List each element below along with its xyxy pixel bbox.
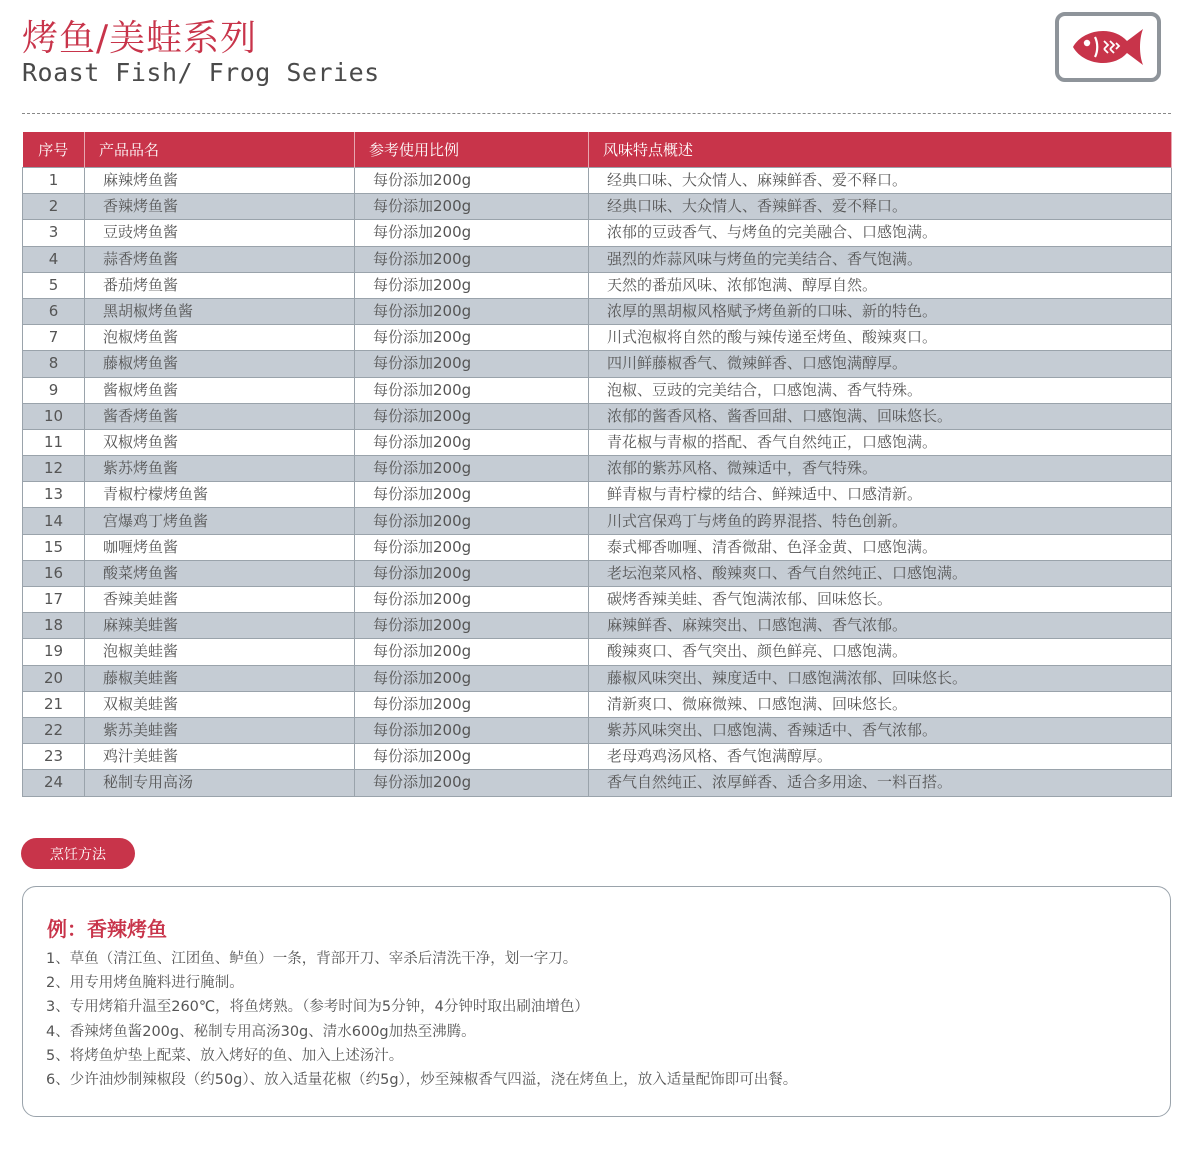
cell-usage-ratio: 每份添加200g bbox=[355, 691, 589, 717]
cell-usage-ratio: 每份添加200g bbox=[355, 770, 589, 796]
cell-product-name: 番茄烤鱼酱 bbox=[85, 272, 355, 298]
table-row bbox=[23, 534, 1172, 560]
cell-index: 12 bbox=[23, 456, 85, 482]
method-title: 例：香辣烤鱼 bbox=[47, 917, 167, 941]
table-row bbox=[23, 377, 1172, 403]
method-step: 1、草鱼（清江鱼、江团鱼、鲈鱼）一条，背部开刀、宰杀后清洗干净，划一字刀。 bbox=[46, 951, 578, 967]
cell-usage-ratio: 每份添加200g bbox=[355, 168, 589, 194]
cell-index: 24 bbox=[23, 770, 85, 796]
page-title: 烤鱼/美蛙系列 bbox=[22, 18, 258, 59]
cell-usage-ratio: 每份添加200g bbox=[355, 351, 589, 377]
cell-flavor: 鲜青椒与青柠檬的结合、鲜辣适中、口感清新。 bbox=[589, 482, 1172, 508]
page-subtitle: Roast Fish/ Frog Series bbox=[22, 58, 380, 87]
cell-index: 8 bbox=[23, 351, 85, 377]
method-box bbox=[22, 886, 1171, 1117]
cell-index: 20 bbox=[23, 665, 85, 691]
cell-index: 15 bbox=[23, 534, 85, 560]
table-row bbox=[23, 665, 1172, 691]
cell-product-name: 酱椒烤鱼酱 bbox=[85, 377, 355, 403]
method-step: 6、少许油炒制辣椒段（约50g）、放入适量花椒（约5g），炒至辣椒香气四溢，浇在烤鱼上，放入适量配饰即可出餐。 bbox=[46, 1072, 798, 1089]
cell-flavor: 老母鸡鸡汤风格、香气饱满醇厚。 bbox=[589, 744, 1172, 770]
cell-product-name: 酱香烤鱼酱 bbox=[85, 403, 355, 429]
table-row bbox=[23, 220, 1172, 246]
cell-product-name: 紫苏美蛙酱 bbox=[85, 717, 355, 743]
table-row bbox=[23, 456, 1172, 482]
cell-usage-ratio: 每份添加200g bbox=[355, 665, 589, 691]
cell-product-name: 双椒烤鱼酱 bbox=[85, 429, 355, 455]
cell-index: 4 bbox=[23, 246, 85, 272]
table-row bbox=[23, 246, 1172, 272]
cell-usage-ratio: 每份添加200g bbox=[355, 534, 589, 560]
cell-flavor: 天然的番茄风味、浓郁饱满、醇厚自然。 bbox=[589, 272, 1172, 298]
method-label: 烹饪方法 bbox=[21, 838, 135, 869]
divider bbox=[22, 113, 1171, 114]
cell-flavor: 清新爽口、微麻微辣、口感饱满、回味悠长。 bbox=[589, 691, 1172, 717]
method-step: 2、用专用烤鱼腌料进行腌制。 bbox=[46, 975, 244, 992]
cell-flavor: 浓郁的紫苏风格、微辣适中，香气特殊。 bbox=[589, 456, 1172, 482]
cell-flavor: 麻辣鲜香、麻辣突出、口感饱满、香气浓郁。 bbox=[589, 613, 1172, 639]
cell-product-name: 双椒美蛙酱 bbox=[85, 691, 355, 717]
cell-usage-ratio: 每份添加200g bbox=[355, 403, 589, 429]
cell-product-name: 麻辣美蛙酱 bbox=[85, 613, 355, 639]
cell-flavor: 浓郁的豆豉香气、与烤鱼的完美融合、口感饱满。 bbox=[589, 220, 1172, 246]
cell-flavor: 经典口味、大众情人、麻辣鲜香、爱不释口。 bbox=[589, 168, 1172, 194]
table-header-row bbox=[23, 132, 1172, 168]
cell-usage-ratio: 每份添加200g bbox=[355, 456, 589, 482]
cell-product-name: 蒜香烤鱼酱 bbox=[85, 246, 355, 272]
table-row bbox=[23, 325, 1172, 351]
table-row bbox=[23, 508, 1172, 534]
logo-badge bbox=[1055, 12, 1161, 82]
fish-icon bbox=[1067, 21, 1149, 73]
table-row bbox=[23, 482, 1172, 508]
cell-usage-ratio: 每份添加200g bbox=[355, 272, 589, 298]
cell-index: 3 bbox=[23, 220, 85, 246]
cell-product-name: 泡椒烤鱼酱 bbox=[85, 325, 355, 351]
cell-index: 14 bbox=[23, 508, 85, 534]
cell-product-name: 香辣美蛙酱 bbox=[85, 587, 355, 613]
cell-flavor: 酸辣爽口、香气突出、颜色鲜亮、口感饱满。 bbox=[589, 639, 1172, 665]
product-table bbox=[22, 132, 1172, 797]
cell-usage-ratio: 每份添加200g bbox=[355, 744, 589, 770]
cell-index: 5 bbox=[23, 272, 85, 298]
cell-index: 22 bbox=[23, 717, 85, 743]
column-header-ratio: 参考使用比例 bbox=[355, 132, 589, 168]
column-header-product: 产品品名 bbox=[85, 132, 355, 168]
cell-product-name: 酸菜烤鱼酱 bbox=[85, 560, 355, 586]
method-step: 3、专用烤箱升温至260℃，将鱼烤熟。（参考时间为5分钟，4分钟时取出刷油增色） bbox=[46, 999, 589, 1016]
cell-product-name: 豆豉烤鱼酱 bbox=[85, 220, 355, 246]
column-header-flavor: 风味特点概述 bbox=[589, 132, 1172, 168]
cell-usage-ratio: 每份添加200g bbox=[355, 613, 589, 639]
cell-flavor: 老坛泡菜风格、酸辣爽口、香气自然纯正、口感饱满。 bbox=[589, 560, 1172, 586]
cell-index: 1 bbox=[23, 168, 85, 194]
cell-usage-ratio: 每份添加200g bbox=[355, 325, 589, 351]
table-row bbox=[23, 272, 1172, 298]
cell-product-name: 秘制专用高汤 bbox=[85, 770, 355, 796]
table-row bbox=[23, 194, 1172, 220]
cell-usage-ratio: 每份添加200g bbox=[355, 639, 589, 665]
cell-flavor: 香气自然纯正、浓厚鲜香、适合多用途、一料百搭。 bbox=[589, 770, 1172, 796]
cell-index: 13 bbox=[23, 482, 85, 508]
cell-usage-ratio: 每份添加200g bbox=[355, 587, 589, 613]
cell-usage-ratio: 每份添加200g bbox=[355, 220, 589, 246]
cell-flavor: 强烈的炸蒜风味与烤鱼的完美结合、香气饱满。 bbox=[589, 246, 1172, 272]
table-body bbox=[23, 168, 1172, 797]
cell-index: 2 bbox=[23, 194, 85, 220]
cell-usage-ratio: 每份添加200g bbox=[355, 298, 589, 324]
cell-product-name: 宫爆鸡丁烤鱼酱 bbox=[85, 508, 355, 534]
cell-index: 10 bbox=[23, 403, 85, 429]
cell-flavor: 川式宫保鸡丁与烤鱼的跨界混搭、特色创新。 bbox=[589, 508, 1172, 534]
cell-index: 19 bbox=[23, 639, 85, 665]
cell-usage-ratio: 每份添加200g bbox=[355, 560, 589, 586]
method-steps bbox=[46, 947, 797, 1092]
cell-usage-ratio: 每份添加200g bbox=[355, 246, 589, 272]
table-row bbox=[23, 351, 1172, 377]
cell-flavor: 藤椒风味突出、辣度适中、口感饱满浓郁、回味悠长。 bbox=[589, 665, 1172, 691]
column-header-index: 序号 bbox=[23, 132, 85, 168]
cell-flavor: 经典口味、大众情人、香辣鲜香、爱不释口。 bbox=[589, 194, 1172, 220]
cell-index: 6 bbox=[23, 298, 85, 324]
cell-flavor: 青花椒与青椒的搭配、香气自然纯正，口感饱满。 bbox=[589, 429, 1172, 455]
cell-flavor: 四川鲜藤椒香气、微辣鲜香、口感饱满醇厚。 bbox=[589, 351, 1172, 377]
cell-flavor: 碳烤香辣美蛙、香气饱满浓郁、回味悠长。 bbox=[589, 587, 1172, 613]
cell-flavor: 泰式椰香咖喱、清香微甜、色泽金黄、口感饱满。 bbox=[589, 534, 1172, 560]
table-row bbox=[23, 298, 1172, 324]
table-row bbox=[23, 403, 1172, 429]
cell-index: 17 bbox=[23, 587, 85, 613]
cell-index: 16 bbox=[23, 560, 85, 586]
table-row bbox=[23, 717, 1172, 743]
cell-usage-ratio: 每份添加200g bbox=[355, 429, 589, 455]
cell-index: 18 bbox=[23, 613, 85, 639]
cell-usage-ratio: 每份添加200g bbox=[355, 508, 589, 534]
cell-flavor: 浓厚的黑胡椒风格赋予烤鱼新的口味、新的特色。 bbox=[589, 298, 1172, 324]
table-row bbox=[23, 613, 1172, 639]
cell-flavor: 紫苏风味突出、口感饱满、香辣适中、香气浓郁。 bbox=[589, 717, 1172, 743]
cell-usage-ratio: 每份添加200g bbox=[355, 194, 589, 220]
table-row bbox=[23, 168, 1172, 194]
method-step: 5、将烤鱼炉垫上配菜、放入烤好的鱼、加入上述汤汁。 bbox=[46, 1047, 404, 1064]
table-row bbox=[23, 587, 1172, 613]
cell-index: 7 bbox=[23, 325, 85, 351]
cell-product-name: 黑胡椒烤鱼酱 bbox=[85, 298, 355, 324]
cell-usage-ratio: 每份添加200g bbox=[355, 717, 589, 743]
cell-index: 23 bbox=[23, 744, 85, 770]
cell-index: 21 bbox=[23, 691, 85, 717]
cell-product-name: 泡椒美蛙酱 bbox=[85, 639, 355, 665]
cell-flavor: 泡椒、豆豉的完美结合，口感饱满、香气特殊。 bbox=[589, 377, 1172, 403]
table-row bbox=[23, 744, 1172, 770]
method-step: 4、香辣烤鱼酱200g、秘制专用高汤30g、清水600g加热至沸腾。 bbox=[46, 1023, 476, 1040]
cell-product-name: 麻辣烤鱼酱 bbox=[85, 168, 355, 194]
cell-product-name: 香辣烤鱼酱 bbox=[85, 194, 355, 220]
cell-product-name: 青椒柠檬烤鱼酱 bbox=[85, 482, 355, 508]
cell-product-name: 鸡汁美蛙酱 bbox=[85, 744, 355, 770]
cell-usage-ratio: 每份添加200g bbox=[355, 377, 589, 403]
table-row bbox=[23, 691, 1172, 717]
cell-usage-ratio: 每份添加200g bbox=[355, 482, 589, 508]
cell-flavor: 浓郁的酱香风格、酱香回甜、口感饱满、回味悠长。 bbox=[589, 403, 1172, 429]
table-row bbox=[23, 770, 1172, 796]
cell-flavor: 川式泡椒将自然的酸与辣传递至烤鱼、酸辣爽口。 bbox=[589, 325, 1172, 351]
cell-index: 11 bbox=[23, 429, 85, 455]
table-row bbox=[23, 429, 1172, 455]
cell-product-name: 紫苏烤鱼酱 bbox=[85, 456, 355, 482]
cell-product-name: 藤椒美蛙酱 bbox=[85, 665, 355, 691]
table-row bbox=[23, 639, 1172, 665]
cell-product-name: 咖喱烤鱼酱 bbox=[85, 534, 355, 560]
cell-index: 9 bbox=[23, 377, 85, 403]
cell-product-name: 藤椒烤鱼酱 bbox=[85, 351, 355, 377]
table-row bbox=[23, 560, 1172, 586]
